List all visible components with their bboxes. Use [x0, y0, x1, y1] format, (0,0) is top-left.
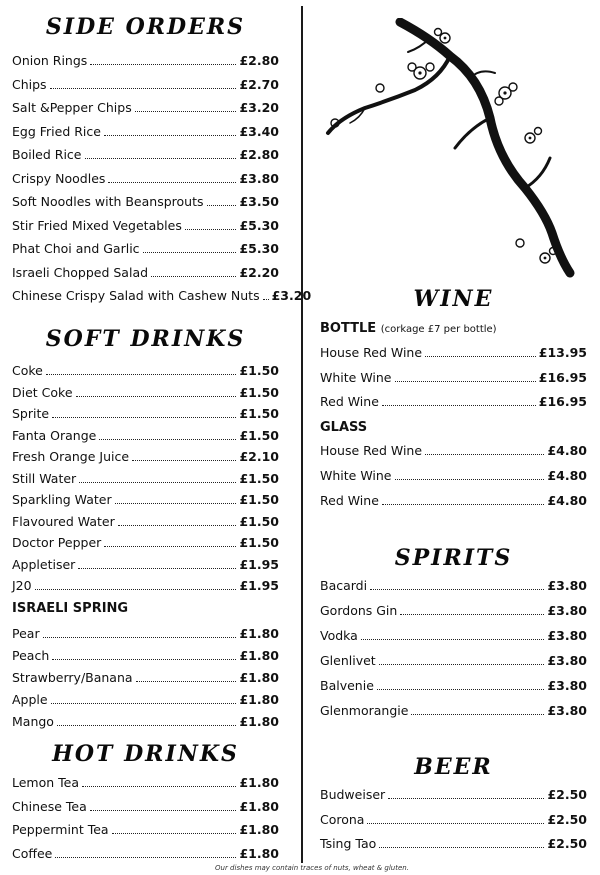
- item-name: Crispy Noodles: [12, 170, 106, 186]
- item-name: Sprite: [12, 406, 50, 421]
- item-name: Peach: [12, 648, 50, 663]
- dot-leader: [50, 88, 237, 89]
- dot-leader: [52, 417, 236, 418]
- dot-leader: [379, 664, 545, 665]
- item-price: £1.80: [239, 714, 279, 729]
- item-name: Vodka: [320, 628, 358, 643]
- menu-item: [12, 573, 279, 593]
- dot-leader: [395, 381, 536, 382]
- item-price: £1.50: [239, 535, 279, 550]
- item-name: House Red Wine: [320, 443, 423, 458]
- item-name: Boiled Rice: [12, 147, 82, 162]
- item-name: J20: [12, 578, 32, 593]
- item-price: £2.20: [239, 264, 279, 280]
- glass-subheading: GLASS: [320, 420, 368, 435]
- item-price: £1.80: [239, 670, 279, 685]
- menu-item: [320, 389, 587, 409]
- menu-item: [12, 552, 279, 572]
- menu-item: [320, 807, 587, 827]
- bottle-label: BOTTLE: [320, 321, 377, 336]
- dot-leader: [90, 64, 236, 65]
- item-name: Red Wine: [320, 493, 379, 508]
- item-price: £1.80: [239, 692, 279, 707]
- dot-leader: [263, 299, 269, 300]
- item-price: £1.50: [239, 406, 279, 421]
- menu-item: [12, 770, 279, 790]
- item-price: £1.95: [239, 578, 279, 593]
- menu-item: [12, 95, 279, 115]
- item-name: White Wine: [320, 369, 392, 385]
- item-price: £1.95: [239, 556, 279, 572]
- menu-item: [12, 530, 279, 550]
- item-price: £2.70: [239, 76, 279, 92]
- menu-item: [320, 463, 587, 483]
- dot-leader: [185, 229, 237, 230]
- dot-leader: [57, 725, 237, 726]
- item-price: £16.95: [538, 394, 587, 409]
- menu-item: [12, 444, 279, 464]
- dot-leader: [108, 182, 236, 183]
- menu-item: [320, 831, 587, 851]
- item-name: White Wine: [320, 468, 392, 483]
- item-price: £2.80: [239, 147, 279, 162]
- dot-leader: [377, 689, 545, 690]
- menu-item: [320, 673, 587, 693]
- item-name: Fresh Orange Juice: [12, 449, 130, 464]
- menu-item: [320, 598, 587, 618]
- dot-leader: [76, 396, 237, 397]
- side-orders-heading: SIDE ORDERS: [45, 14, 246, 40]
- item-price: £3.80: [239, 170, 279, 186]
- menu-item: [12, 119, 279, 139]
- menu-item: [12, 358, 279, 378]
- menu-item: [320, 365, 587, 385]
- dot-leader: [382, 504, 545, 505]
- dot-leader: [135, 111, 237, 112]
- item-name: Soft Noodles with Beansprouts: [12, 194, 204, 209]
- dot-leader: [118, 525, 237, 526]
- item-price: £1.80: [239, 822, 279, 837]
- menu-item: [12, 380, 279, 400]
- dot-leader: [379, 847, 544, 848]
- item-name: Coke: [12, 363, 43, 378]
- item-price: £1.80: [239, 798, 279, 814]
- dot-leader: [112, 833, 237, 834]
- item-price: £4.80: [547, 443, 587, 458]
- menu-item: [12, 423, 279, 443]
- dot-leader: [46, 374, 237, 375]
- item-price: £3.20: [271, 288, 312, 303]
- dot-leader: [400, 614, 544, 615]
- dot-leader: [151, 276, 236, 277]
- corkage-note: (corkage £7 per bottle): [380, 324, 497, 335]
- menu-item: [12, 236, 279, 256]
- menu-item: [320, 438, 587, 458]
- item-name: Salt &Pepper Chips: [12, 100, 132, 115]
- item-price: £3.80: [547, 603, 587, 618]
- item-price: £3.80: [547, 703, 587, 718]
- dot-leader: [395, 479, 545, 480]
- item-name: Chips: [12, 76, 47, 92]
- menu-item: [12, 643, 279, 663]
- item-name: Glenlivet: [320, 653, 376, 668]
- item-name: Balvenie: [320, 678, 374, 693]
- menu-item: [12, 687, 279, 707]
- item-name: Israeli Chopped Salad: [12, 264, 149, 280]
- menu-item: [12, 665, 279, 685]
- dot-leader: [143, 252, 237, 253]
- item-price: £1.50: [239, 513, 279, 529]
- menu-item: [320, 782, 587, 802]
- menu-item: [12, 48, 279, 68]
- item-name: Pear: [12, 626, 40, 641]
- dot-leader: [425, 356, 536, 357]
- item-name: Lemon Tea: [12, 775, 80, 790]
- item-price: £3.40: [239, 123, 279, 139]
- item-name: Doctor Pepper: [12, 535, 102, 550]
- menu-item: [12, 401, 279, 421]
- wine-heading: WINE: [413, 286, 494, 312]
- menu-item: [320, 488, 587, 508]
- item-price: £4.80: [547, 493, 587, 508]
- menu-item: [12, 817, 279, 837]
- dot-leader: [85, 158, 237, 159]
- item-price: £1.80: [239, 775, 279, 790]
- item-name: Phat Choi and Garlic: [12, 241, 140, 256]
- item-price: £2.80: [239, 53, 279, 68]
- menu-item: [12, 213, 279, 233]
- item-name: Tsing Tao: [320, 836, 377, 851]
- spirits-heading: SPIRITS: [394, 545, 513, 571]
- item-name: Red Wine: [320, 394, 379, 409]
- dot-leader: [99, 439, 236, 440]
- item-name: Budweiser: [320, 787, 386, 802]
- menu-item: [12, 709, 279, 729]
- dot-leader: [43, 637, 237, 638]
- menu-item: [320, 698, 587, 718]
- item-name: House Red Wine: [320, 345, 423, 360]
- item-price: £1.50: [239, 470, 279, 486]
- dot-leader: [35, 589, 237, 590]
- menu-item: [12, 166, 279, 186]
- menu-item: [12, 841, 279, 861]
- menu-item: [12, 189, 279, 209]
- soft-drinks-heading: SOFT DRINKS: [45, 326, 246, 352]
- item-name: Strawberry/Banana: [12, 670, 133, 685]
- item-name: Stir Fried Mixed Vegetables: [12, 217, 182, 233]
- item-price: £3.80: [547, 628, 587, 643]
- dot-leader: [382, 405, 536, 406]
- dot-leader: [207, 205, 237, 206]
- menu-item: [12, 466, 279, 486]
- item-name: Sparkling Water: [12, 492, 112, 507]
- item-name: Corona: [320, 811, 365, 827]
- item-price: £5.30: [239, 241, 279, 256]
- item-name: Gordons Gin: [320, 603, 398, 618]
- item-name: Coffee: [12, 845, 53, 861]
- dot-leader: [367, 823, 544, 824]
- item-price: £1.50: [239, 427, 279, 443]
- cherry-blossom-branch-illustration: [320, 18, 590, 298]
- menu-item: [12, 621, 279, 641]
- dot-leader: [136, 681, 237, 682]
- beer-heading: BEER: [414, 754, 493, 780]
- dot-leader: [55, 857, 236, 858]
- hot-drinks-heading: HOT DRINKS: [52, 741, 239, 767]
- dot-leader: [79, 482, 236, 483]
- item-price: £3.50: [239, 194, 279, 209]
- item-price: £3.80: [547, 578, 587, 593]
- item-price: £1.80: [239, 648, 279, 663]
- menu-item: [12, 794, 279, 814]
- item-price: £3.80: [547, 653, 587, 668]
- menu-item: [320, 340, 587, 360]
- item-price: £3.80: [547, 678, 587, 693]
- dot-leader: [51, 703, 237, 704]
- menu-item: [320, 573, 587, 593]
- item-price: £1.50: [239, 363, 279, 378]
- dot-leader: [370, 589, 544, 590]
- menu-item: [12, 142, 279, 162]
- dot-leader: [90, 810, 237, 811]
- item-name: Still Water: [12, 470, 77, 486]
- column-divider: [301, 6, 303, 863]
- item-name: Mango: [12, 714, 54, 729]
- item-name: Diet Coke: [12, 384, 73, 400]
- dot-leader: [361, 639, 545, 640]
- dot-leader: [388, 798, 544, 799]
- item-price: £2.50: [547, 787, 587, 802]
- menu-item: [320, 623, 587, 643]
- item-price: £1.80: [239, 845, 279, 861]
- item-name: Glenmorangie: [320, 703, 409, 718]
- item-name: Flavoured Water: [12, 513, 115, 529]
- item-price: £2.50: [547, 811, 587, 827]
- dot-leader: [104, 546, 236, 547]
- menu-item: [12, 509, 279, 529]
- dot-leader: [52, 659, 236, 660]
- dot-leader: [82, 786, 236, 787]
- dot-leader: [104, 135, 237, 136]
- menu-item: [12, 487, 279, 507]
- item-name: Chinese Crispy Salad with Cashew Nuts: [12, 288, 260, 303]
- item-price: £1.80: [239, 626, 279, 641]
- item-name: Apple: [12, 692, 48, 707]
- dot-leader: [425, 454, 544, 455]
- item-name: Fanta Orange: [12, 427, 97, 443]
- item-price: £1.50: [239, 492, 279, 507]
- item-price: £5.30: [239, 217, 279, 233]
- item-name: Appletiser: [12, 556, 76, 572]
- item-name: Egg Fried Rice: [12, 123, 101, 139]
- item-name: Peppermint Tea: [12, 822, 109, 837]
- israeli-spring-heading: ISRAELI SPRING: [12, 601, 129, 616]
- dot-leader: [411, 714, 544, 715]
- bottle-subheading: [320, 321, 497, 336]
- menu-item: [12, 72, 279, 92]
- dot-leader: [78, 568, 236, 569]
- item-price: £13.95: [538, 345, 587, 360]
- item-name: Onion Rings: [12, 53, 88, 68]
- allergen-footer: Our dishes may contain traces of nuts, wheat & gluten.: [215, 864, 409, 872]
- item-price: £16.95: [538, 369, 587, 385]
- item-name: Chinese Tea: [12, 798, 87, 814]
- item-name: Bacardi: [320, 578, 368, 593]
- item-price: £2.10: [239, 449, 279, 464]
- item-price: £2.50: [547, 836, 587, 851]
- menu-item: [12, 260, 279, 280]
- menu-item: [320, 648, 587, 668]
- dot-leader: [132, 460, 236, 461]
- item-price: £4.80: [547, 468, 587, 483]
- item-price: £1.50: [239, 384, 279, 400]
- item-price: £3.20: [239, 100, 279, 115]
- menu-item: [12, 283, 312, 303]
- dot-leader: [115, 503, 237, 504]
